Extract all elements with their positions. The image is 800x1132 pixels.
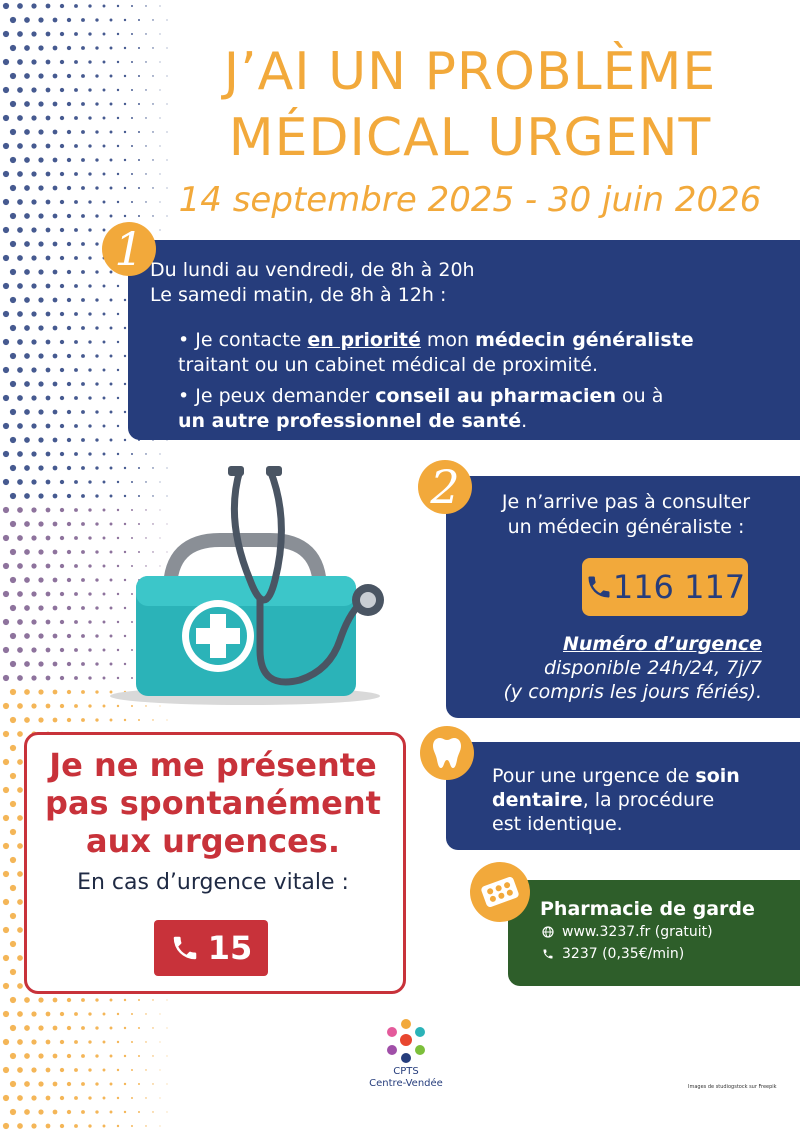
tooth-badge [420,726,474,780]
page-title-line2: MÉDICAL URGENT [228,108,712,168]
emergency-15-button[interactable] [154,920,268,976]
step2-badge: 2 [418,460,472,514]
non-emergency-phone-box[interactable] [582,558,748,616]
pharmacy-phone-number: 3237 (0,35€/min) [562,946,685,962]
step1-line2: Le samedi matin, de 8h à 12h : [150,284,447,306]
step1-text [150,258,475,308]
phone-icon [585,573,613,601]
emergency-number-label: Numéro d’urgence [562,633,762,655]
step1-bullet1-cont: traitant ou un cabinet médical de proximité. [178,354,599,376]
pill-pack-icon [481,877,519,907]
step3-line2: dentaire, la procédure [492,789,715,811]
cpts-logo [380,1016,432,1064]
step1-bullets [178,328,778,434]
pill-badge [470,862,530,922]
stethoscope-medical-bag-illustration [100,460,400,710]
step2-availability [470,632,762,704]
non-emergency-phone-number: 116 117 [612,568,746,606]
warning-line3: aux urgences. [86,822,340,860]
availability-line1: disponible 24h/24, 7j/7 [543,657,762,679]
warning-line1: Je ne me présente [49,746,377,784]
step1-bullet1: • Je contacte en priorité mon médecin généraliste [178,329,694,351]
org-name-line2: Centre-Vendée [369,1078,443,1089]
step1-line1: Du lundi au vendredi, de 8h à 20h [150,259,475,281]
tooth-icon [432,736,462,770]
step1-bullet2: • Je peux demander conseil au pharmacien ou à [178,385,664,407]
step1-badge: 1 [102,222,156,276]
image-credit: Images de studiogstock sur Freepik [688,1084,777,1090]
date-range: 14 septembre 2025 - 30 juin 2026 [178,180,762,220]
vital-emergency-label: En cas d’urgence vitale : [77,870,349,895]
phone-icon [170,933,200,963]
pharmacy-title: Pharmacie de garde [540,898,755,920]
org-name-line1: CPTS [393,1066,419,1077]
availability-line2: (y compris les jours fériés). [503,681,762,703]
globe-icon [542,926,554,938]
pharmacy-phone-row[interactable] [542,946,684,962]
step2-line1: Je n’arrive pas à consulter [501,491,751,513]
warning-line2: pas spontanément [45,784,381,822]
step2-text [486,490,766,540]
step1-bullet2-cont: un autre professionnel de santé. [178,410,528,432]
page-title-line1: J’AI UN PROBLÈME [223,42,717,102]
org-name [356,1066,456,1090]
pharmacy-web-row[interactable] [542,924,713,940]
step3-line1: Pour une urgence de soin [492,765,740,787]
pharmacy-website: www.3237.fr (gratuit) [562,924,713,940]
phone-icon [542,948,554,960]
step3-line3: est identique. [492,813,623,835]
emergency-number: 15 [207,929,253,967]
step3-text [492,764,782,836]
step2-line2: un médecin généraliste : [507,516,745,538]
warning-text [28,746,398,860]
